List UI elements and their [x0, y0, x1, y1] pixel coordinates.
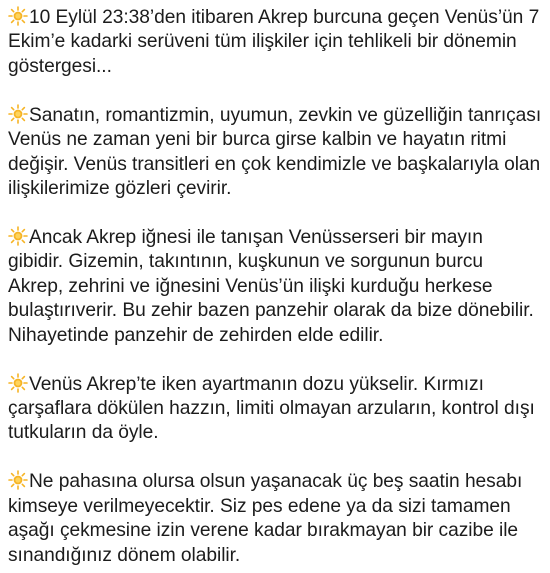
sun-emoji-icon — [8, 226, 28, 246]
paragraph-3 — [8, 226, 542, 348]
paragraph-2 — [8, 104, 542, 202]
paragraph-text: Venüs Akrep’te iken ayartmanın dozu yükselir. Kırmızı çarşaflara dökülen hazzın, limiti olmayan arzuların, kontrol dışı tutkuların da öyle. — [8, 373, 535, 444]
sun-emoji-icon — [8, 104, 28, 124]
sun-emoji-icon — [8, 373, 28, 393]
paragraph-1 — [8, 6, 542, 79]
paragraph-4 — [8, 373, 542, 446]
sun-emoji-icon — [8, 6, 28, 26]
paragraph-text: Ne pahasına olursa olsun yaşanacak üç beş saatin hesabı kimseye verilmeyecektir. Siz pes edene ya da sizi tamamen aşağı çekmesine izin verene kadar bırakmayan bir cazibe ile sınandığınız dönem olabilir. — [8, 471, 523, 566]
paragraph-5 — [8, 470, 542, 568]
paragraph-text: Ancak Akrep iğnesi ile tanışan Venüsserseri bir mayın gibidir. Gizemin, takıntının, kuşkunun ve sorgunun burcu Akrep, zehrini ve iğnesini Venüs’ün ilişki kurduğu herkese bulaştırıverir. Bu zehir bazen panzehir olarak da bize dönebilir. Nihayetinde panzehir de zehirden elde edilir. — [8, 227, 534, 346]
sun-emoji-icon — [8, 470, 28, 490]
paragraph-text: 10 Eylül 23:38’den itibaren Akrep burcuna geçen Venüs’ün 7 Ekim’e kadarki serüveni tüm ilişkiler için tehlikeli bir dönemin göstergesi... — [8, 7, 540, 77]
paragraph-text: Sanatın, romantizmin, uyumun, zevkin ve güzelliğin tanrıçası Venüs ne zaman yeni bir burca girse kalbin ve hayatın ritmi değişir. Venüs transitleri en çok kendimizle ve başkalarıyla olan ilişkilerimize gözleri çevirir. — [8, 104, 542, 200]
